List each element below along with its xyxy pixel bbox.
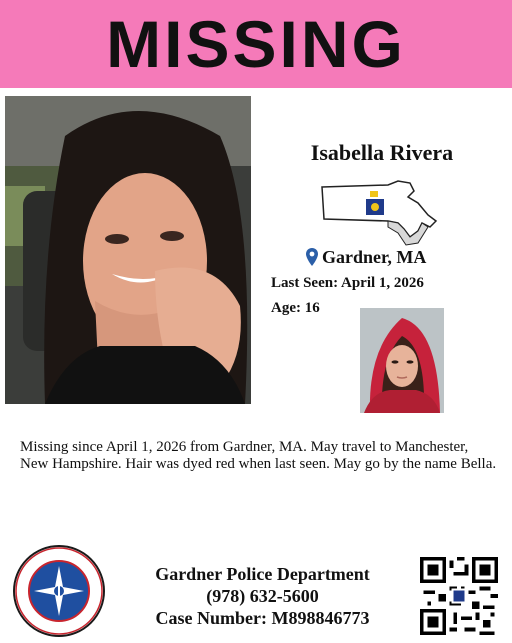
department-name: Gardner Police Department: [155, 564, 370, 584]
contact-block: [130, 563, 395, 629]
person-name: Isabella Rivera: [310, 140, 454, 165]
last-seen: Last Seen: April 1, 2026: [271, 275, 424, 291]
search-team-logo: [12, 544, 106, 638]
map-pin-icon: [306, 248, 318, 271]
age: Age: 16: [271, 300, 320, 316]
description: Missing since April 1, 2026 from Gardner, MA. May travel to Manchester, New Hampshire. Hair was dyed red when last seen. May go by the name Bella.: [20, 439, 497, 472]
missing-banner: [0, 0, 512, 88]
massachusetts-map: [318, 177, 440, 249]
banner-title: MISSING: [106, 7, 406, 81]
main-photo: [5, 96, 251, 404]
case-number: Case Number: M898846773: [155, 608, 370, 628]
location-text: Gardner, MA: [322, 247, 427, 267]
phone-number[interactable]: (978) 632-5600: [206, 586, 319, 606]
secondary-photo: [360, 308, 444, 413]
location-line: [306, 247, 486, 271]
qr-code[interactable]: [420, 557, 498, 635]
